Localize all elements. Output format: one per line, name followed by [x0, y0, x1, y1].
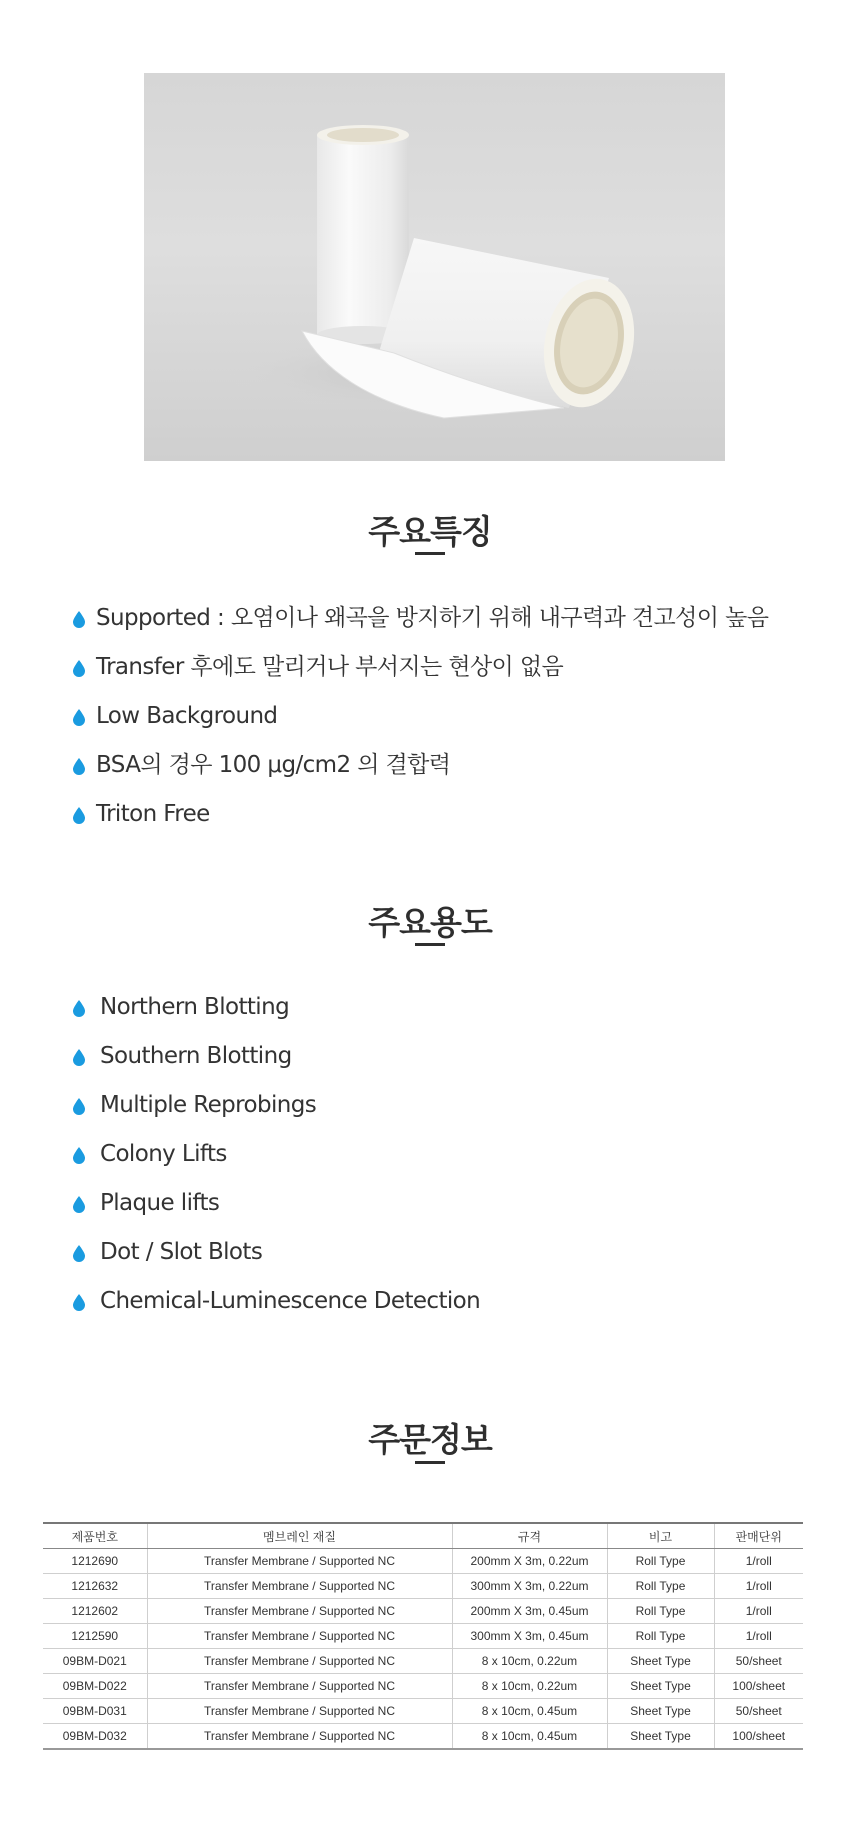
- sales-unit-cell: 1/roll: [714, 1599, 803, 1624]
- membrane-material-cell: Transfer Membrane / Supported NC: [147, 1699, 452, 1724]
- product-number-cell: 09BM-D032: [43, 1724, 147, 1750]
- table-row: [43, 1674, 803, 1699]
- remarks-cell: Roll Type: [607, 1599, 714, 1624]
- product-number-cell: 1212602: [43, 1599, 147, 1624]
- features-title: 주요특징: [368, 512, 492, 551]
- water-drop-icon: [72, 1146, 86, 1164]
- table-row: [43, 1724, 803, 1750]
- use-item-text: Multiple Reprobings: [100, 1092, 317, 1118]
- water-drop-icon: [72, 1195, 86, 1213]
- specification-cell: 8 x 10cm, 0.22um: [452, 1649, 607, 1674]
- order-table-body: [43, 1549, 803, 1750]
- specification-cell: 8 x 10cm, 0.45um: [452, 1724, 607, 1750]
- product-number-cell: 1212632: [43, 1574, 147, 1599]
- remarks-cell: Roll Type: [607, 1574, 714, 1599]
- water-drop-icon: [72, 610, 86, 628]
- product-number-cell: 09BM-D021: [43, 1649, 147, 1674]
- sales-unit-cell: 1/roll: [714, 1624, 803, 1649]
- uses-title: 주요용도: [368, 903, 492, 942]
- table-row: [43, 1574, 803, 1599]
- sales-unit-cell: 1/roll: [714, 1549, 803, 1574]
- specification-cell: 300mm X 3m, 0.45um: [452, 1624, 607, 1649]
- water-drop-icon: [72, 999, 86, 1017]
- header-remarks: 비고: [607, 1523, 714, 1549]
- product-photo: [144, 73, 725, 461]
- specification-cell: 8 x 10cm, 0.22um: [452, 1674, 607, 1699]
- water-drop-icon: [72, 708, 86, 726]
- product-number-cell: 09BM-D022: [43, 1674, 147, 1699]
- specification-cell: 200mm X 3m, 0.22um: [452, 1549, 607, 1574]
- membrane-material-cell: Transfer Membrane / Supported NC: [147, 1574, 452, 1599]
- membrane-material-cell: Transfer Membrane / Supported NC: [147, 1549, 452, 1574]
- water-drop-icon: [72, 1048, 86, 1066]
- use-item-text: Dot / Slot Blots: [100, 1239, 263, 1265]
- water-drop-icon: [72, 1293, 86, 1311]
- table-row: [43, 1549, 803, 1574]
- header-membrane-material: 멤브레인 재질: [147, 1523, 452, 1549]
- feature-item-text: Low Background: [96, 703, 278, 729]
- table-row: [43, 1599, 803, 1624]
- sales-unit-cell: 100/sheet: [714, 1674, 803, 1699]
- water-drop-icon: [72, 757, 86, 775]
- sales-unit-cell: 1/roll: [714, 1574, 803, 1599]
- use-item-text: Plaque lifts: [100, 1190, 220, 1216]
- remarks-cell: Sheet Type: [607, 1699, 714, 1724]
- membrane-material-cell: Transfer Membrane / Supported NC: [147, 1599, 452, 1624]
- water-drop-icon: [72, 806, 86, 824]
- specification-cell: 8 x 10cm, 0.45um: [452, 1699, 607, 1724]
- table-row: [43, 1624, 803, 1649]
- feature-item-text: BSA의 경우 100 μg/cm2 의 결합력: [96, 752, 451, 778]
- water-drop-icon: [72, 659, 86, 677]
- remarks-cell: Sheet Type: [607, 1724, 714, 1750]
- order-table: [43, 1522, 803, 1750]
- remarks-cell: Roll Type: [607, 1624, 714, 1649]
- features-title-underline: [415, 552, 445, 555]
- specification-cell: 300mm X 3m, 0.22um: [452, 1574, 607, 1599]
- product-number-cell: 1212690: [43, 1549, 147, 1574]
- membrane-material-cell: Transfer Membrane / Supported NC: [147, 1674, 452, 1699]
- remarks-cell: Roll Type: [607, 1549, 714, 1574]
- remarks-cell: Sheet Type: [607, 1674, 714, 1699]
- order-title-underline: [415, 1461, 445, 1464]
- membrane-material-cell: Transfer Membrane / Supported NC: [147, 1649, 452, 1674]
- water-drop-icon: [72, 1244, 86, 1262]
- table-row: [43, 1649, 803, 1674]
- water-drop-icon: [72, 1097, 86, 1115]
- sales-unit-cell: 50/sheet: [714, 1649, 803, 1674]
- membrane-material-cell: Transfer Membrane / Supported NC: [147, 1724, 452, 1750]
- membrane-material-cell: Transfer Membrane / Supported NC: [147, 1624, 452, 1649]
- product-number-cell: 09BM-D031: [43, 1699, 147, 1724]
- uses-title-underline: [415, 943, 445, 946]
- header-specification: 규격: [452, 1523, 607, 1549]
- use-item-text: Chemical-Luminescence Detection: [100, 1288, 481, 1314]
- use-item-text: Northern Blotting: [100, 994, 290, 1020]
- header-product-number: 제품번호: [43, 1523, 147, 1549]
- sales-unit-cell: 100/sheet: [714, 1724, 803, 1750]
- feature-item-text: Transfer 후에도 말리거나 부서지는 현상이 없음: [96, 654, 564, 680]
- order-table-header-row: [43, 1523, 803, 1549]
- membrane-rolls-image: [144, 73, 725, 461]
- header-sales-unit: 판매단위: [714, 1523, 803, 1549]
- sales-unit-cell: 50/sheet: [714, 1699, 803, 1724]
- use-item-text: Colony Lifts: [100, 1141, 227, 1167]
- table-row: [43, 1699, 803, 1724]
- use-item-text: Southern Blotting: [100, 1043, 292, 1069]
- product-number-cell: 1212590: [43, 1624, 147, 1649]
- remarks-cell: Sheet Type: [607, 1649, 714, 1674]
- feature-item-text: Triton Free: [96, 801, 210, 827]
- order-title: 주문정보: [368, 1420, 492, 1459]
- specification-cell: 200mm X 3m, 0.45um: [452, 1599, 607, 1624]
- feature-item-text: Supported : 오염이나 왜곡을 방지하기 위해 내구력과 견고성이 높음: [96, 605, 769, 631]
